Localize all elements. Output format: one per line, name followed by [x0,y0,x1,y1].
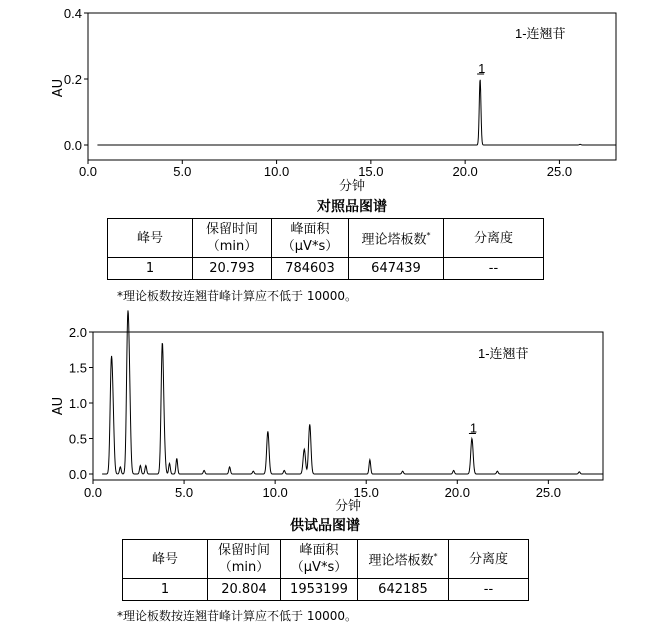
header-peak: 峰号 [123,540,208,579]
chromatogram-trace [102,310,603,474]
header-plates: 理论塔板数* [358,540,449,579]
x-tick-label: 25.0 [546,164,573,179]
header-peak: 峰号 [108,219,193,258]
peak-label: 1 [469,420,478,436]
header-retention-time: 保留时间 （min） [193,219,272,258]
y-tick-label: 1.5 [68,360,87,376]
cell-peak: 1 [108,258,193,280]
cell-peak: 1 [123,579,208,601]
y-tick-label: 0.2 [63,72,82,87]
x-axis-label: 分钟 [334,499,362,514]
x-tick-label: 0.0 [83,485,103,500]
chart-caption: 供试品图谱 [290,518,360,534]
table-footnote: *理论板数按连翘苷峰计算应不低于 10000。 [117,609,357,623]
x-axis-label: 分钟 [338,179,366,194]
cell-area: 784603 [272,258,349,280]
cell-resolution: -- [449,579,529,601]
x-tick-label: 0.0 [78,164,98,179]
cell-retention-time: 20.793 [193,258,272,280]
y-tick-label: 1.0 [68,396,87,411]
peak-label: 1 [478,61,486,76]
y-axis-label: AU [51,396,66,416]
x-tick-label: 5.0 [175,485,194,500]
header-resolution: 分离度 [449,540,529,579]
y-tick-label: 2.0 [68,325,87,340]
table-row [123,579,529,601]
x-tick-label: 10.0 [263,164,290,179]
header-resolution: 分离度 [444,219,544,258]
peak-table [122,539,529,601]
x-tick-label: 20.0 [452,164,478,179]
header-plates: 理论塔板数* [349,219,444,258]
y-tick-label: 0.0 [63,138,82,153]
peak-table [107,218,544,280]
x-tick-label: 10.0 [262,485,288,500]
header-area: 峰面积 （μV*s） [281,540,358,579]
y-tick-label: 0.0 [68,467,87,482]
peak-marker [469,421,477,436]
cell-plates: 642185 [358,579,449,601]
chromatogram-trace [97,80,616,145]
header-retention-time: 保留时间 （min） [208,540,281,579]
peak-marker [477,61,485,76]
x-tick-label: 5.0 [173,164,192,179]
chart-standard [51,6,616,215]
chart-caption: 对照品图谱 [317,199,387,215]
cell-resolution: -- [444,258,544,280]
header-area: 峰面积 （μV*s） [272,219,349,258]
y-tick-label: 0.4 [63,6,82,21]
table-footnote: *理论板数按连翘苷峰计算应不低于 10000。 [117,289,357,303]
chart-sample [51,310,603,534]
legend-label: 1-连翘苷 [515,26,566,41]
y-axis-label: AU [51,78,66,98]
x-tick-label: 25.0 [535,485,562,500]
x-tick-label: 20.0 [444,485,470,500]
y-tick-label: 0.5 [68,431,87,447]
cell-retention-time: 20.804 [208,579,281,601]
cell-plates: 647439 [349,258,444,280]
table-row [108,258,544,280]
legend-label: 1-连翘苷 [478,346,529,361]
cell-area: 1953199 [281,579,358,601]
x-tick-label: 15.0 [358,164,384,179]
x-tick-label: 15.0 [353,485,379,500]
